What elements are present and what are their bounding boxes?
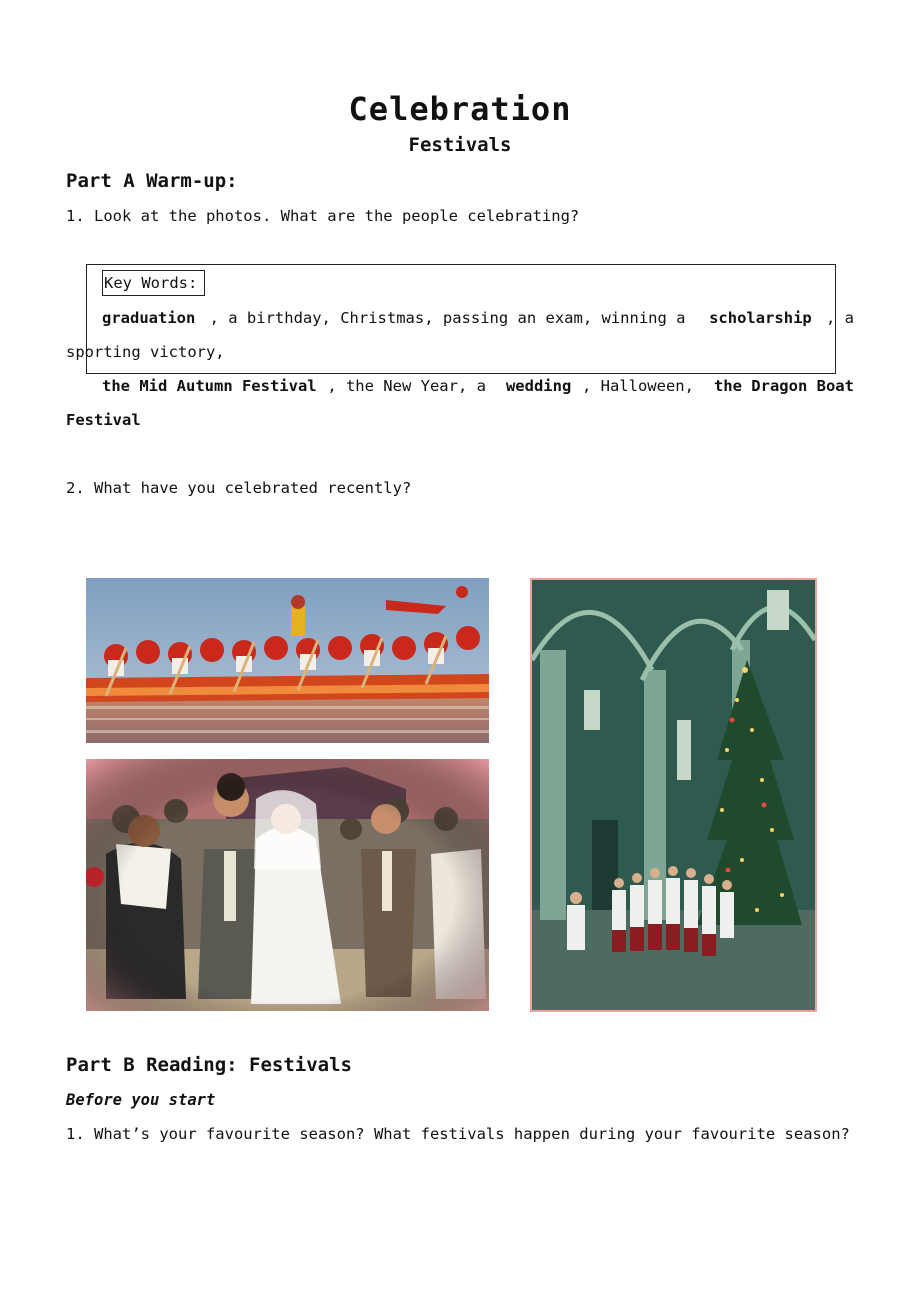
page-title: Celebration <box>348 90 572 128</box>
key-words-text: , the New Year, a <box>327 377 496 395</box>
key-words-text: , a birthday, Christmas, passing an exam, winning a <box>209 309 695 327</box>
key-word-scholarship: scholarship <box>709 309 812 327</box>
key-words-text: , Halloween, <box>581 377 704 395</box>
key-word-wedding: wedding <box>505 377 572 395</box>
question-1: 1. Look at the photos. What are the people celebrating? <box>66 207 580 225</box>
question-2: 2. What have you celebrated recently? <box>66 479 412 497</box>
key-words-line-3 <box>102 377 854 395</box>
key-words-line-1 <box>102 309 854 327</box>
part-a-heading: Part A Warm-up: <box>66 170 238 192</box>
key-word-mid-autumn: the Mid Autumn Festival <box>102 377 317 395</box>
before-you-start: Before you start <box>66 1091 216 1109</box>
key-words-line-2: sporting victory, <box>66 343 225 361</box>
dragon-boat-photo <box>86 578 489 743</box>
page-subtitle: Festivals <box>408 134 512 156</box>
christmas-choir-photo <box>530 578 817 1012</box>
key-words-label: Key Words: <box>102 270 205 296</box>
key-words-text: , a <box>826 309 854 327</box>
key-word-dragon-boat: the Dragon Boat <box>713 377 854 395</box>
key-words-line-4: Festival <box>66 411 141 429</box>
key-word-graduation: graduation <box>102 309 196 327</box>
part-b-heading: Part B Reading: Festivals <box>66 1054 352 1076</box>
part-b-question-1: 1. What’s your favourite season? What festivals happen during your favourite season? <box>66 1125 850 1143</box>
wedding-photo <box>86 759 489 1011</box>
